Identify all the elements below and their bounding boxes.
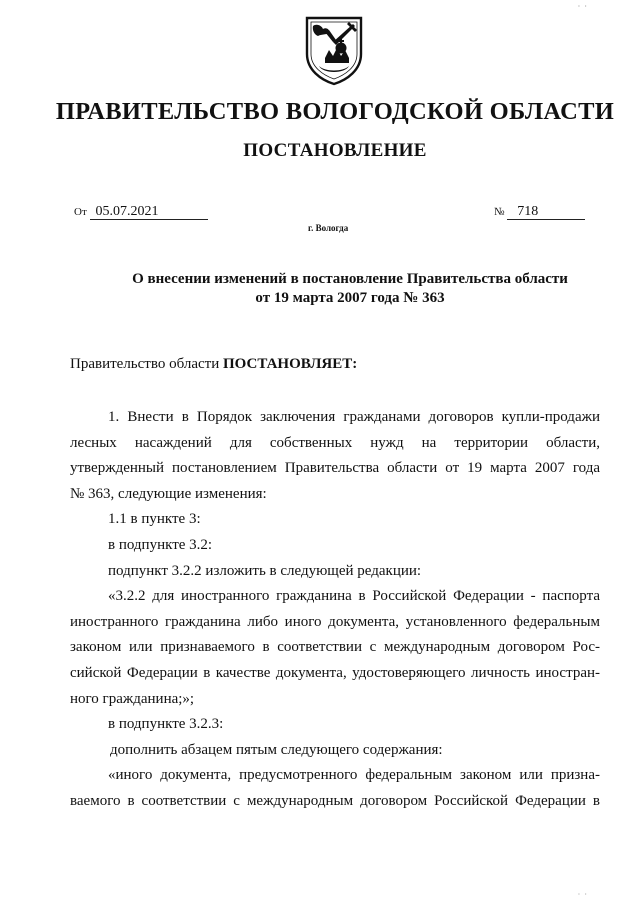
subject-line-1: О внесении изменений в постановление Правительства области [132,271,568,287]
city: г. Вологда [308,223,349,233]
vologda-coat-of-arms-icon [303,14,365,86]
date-value: 05.07.2021 [90,204,208,220]
paragraph-5-line-5: ного гражданина;»; [70,690,195,707]
date-line [74,204,208,220]
number-line [494,204,585,220]
paragraph-7: дополнить абзацем пятым следующего содержания: [110,741,443,758]
government-title: ПРАВИТЕЛЬСТВО ВОЛОГОДСКОЙ ОБЛАСТИ [55,98,615,125]
decree-statement [70,356,357,373]
scan-mark-top: · · [577,2,588,11]
paragraph-5-line-3: законом или признаваемого в соответствии с международным договором Рос- [70,639,600,656]
document-type: ПОСТАНОВЛЕНИЕ [243,140,427,161]
decree-prefix: Правительство области [70,356,220,372]
paragraph-1-line-4: № 363, следующие изменения: [70,485,267,502]
paragraph-2: 1.1 в пункте 3: [108,511,201,528]
decree-verb: ПОСТАНОВЛЯЕТ: [222,356,358,372]
number-prefix: № [494,206,505,218]
paragraph-6: в подпункте 3.2.3: [108,716,224,733]
paragraph-1-line-1: 1. Внести в Порядок заключения гражданами договоров купли-продажи [108,409,600,425]
scan-mark-bottom: · · [577,890,588,899]
document-subject [70,270,630,308]
date-prefix: От [74,206,87,218]
paragraph-5-line-4: сийской Федерации в качестве документа, удостоверяющего личность иностран- [70,664,600,681]
paragraph-4: подпункт 3.2.2 изложить в следующей редакции: [108,562,422,579]
paragraph-1-line-2: лесных насаждений для собственных нужд на территории области, [70,434,600,451]
paragraph-8-line-2: ваемого в соответствии с международным договором Российской Федерации в [70,792,600,809]
paragraph-5-line-2: иностранного гражданина либо иного документа, установленного федеральным [70,613,600,630]
paragraph-8-line-1: «иного документа, предусмотренного федеральным законом или призна- [108,767,600,784]
subject-line-2: от 19 марта 2007 года № 363 [255,290,445,306]
paragraph-3: в подпункте 3.2: [108,536,213,553]
number-value: 718 [507,204,585,220]
paragraph-1-line-3: утвержденный постановлением Правительства области от 19 марта 2007 года [70,460,600,477]
paragraph-5-line-1: «3.2.2 для иностранного гражданина в Российской Федерации - паспорта [108,588,600,605]
document-body [70,405,600,815]
